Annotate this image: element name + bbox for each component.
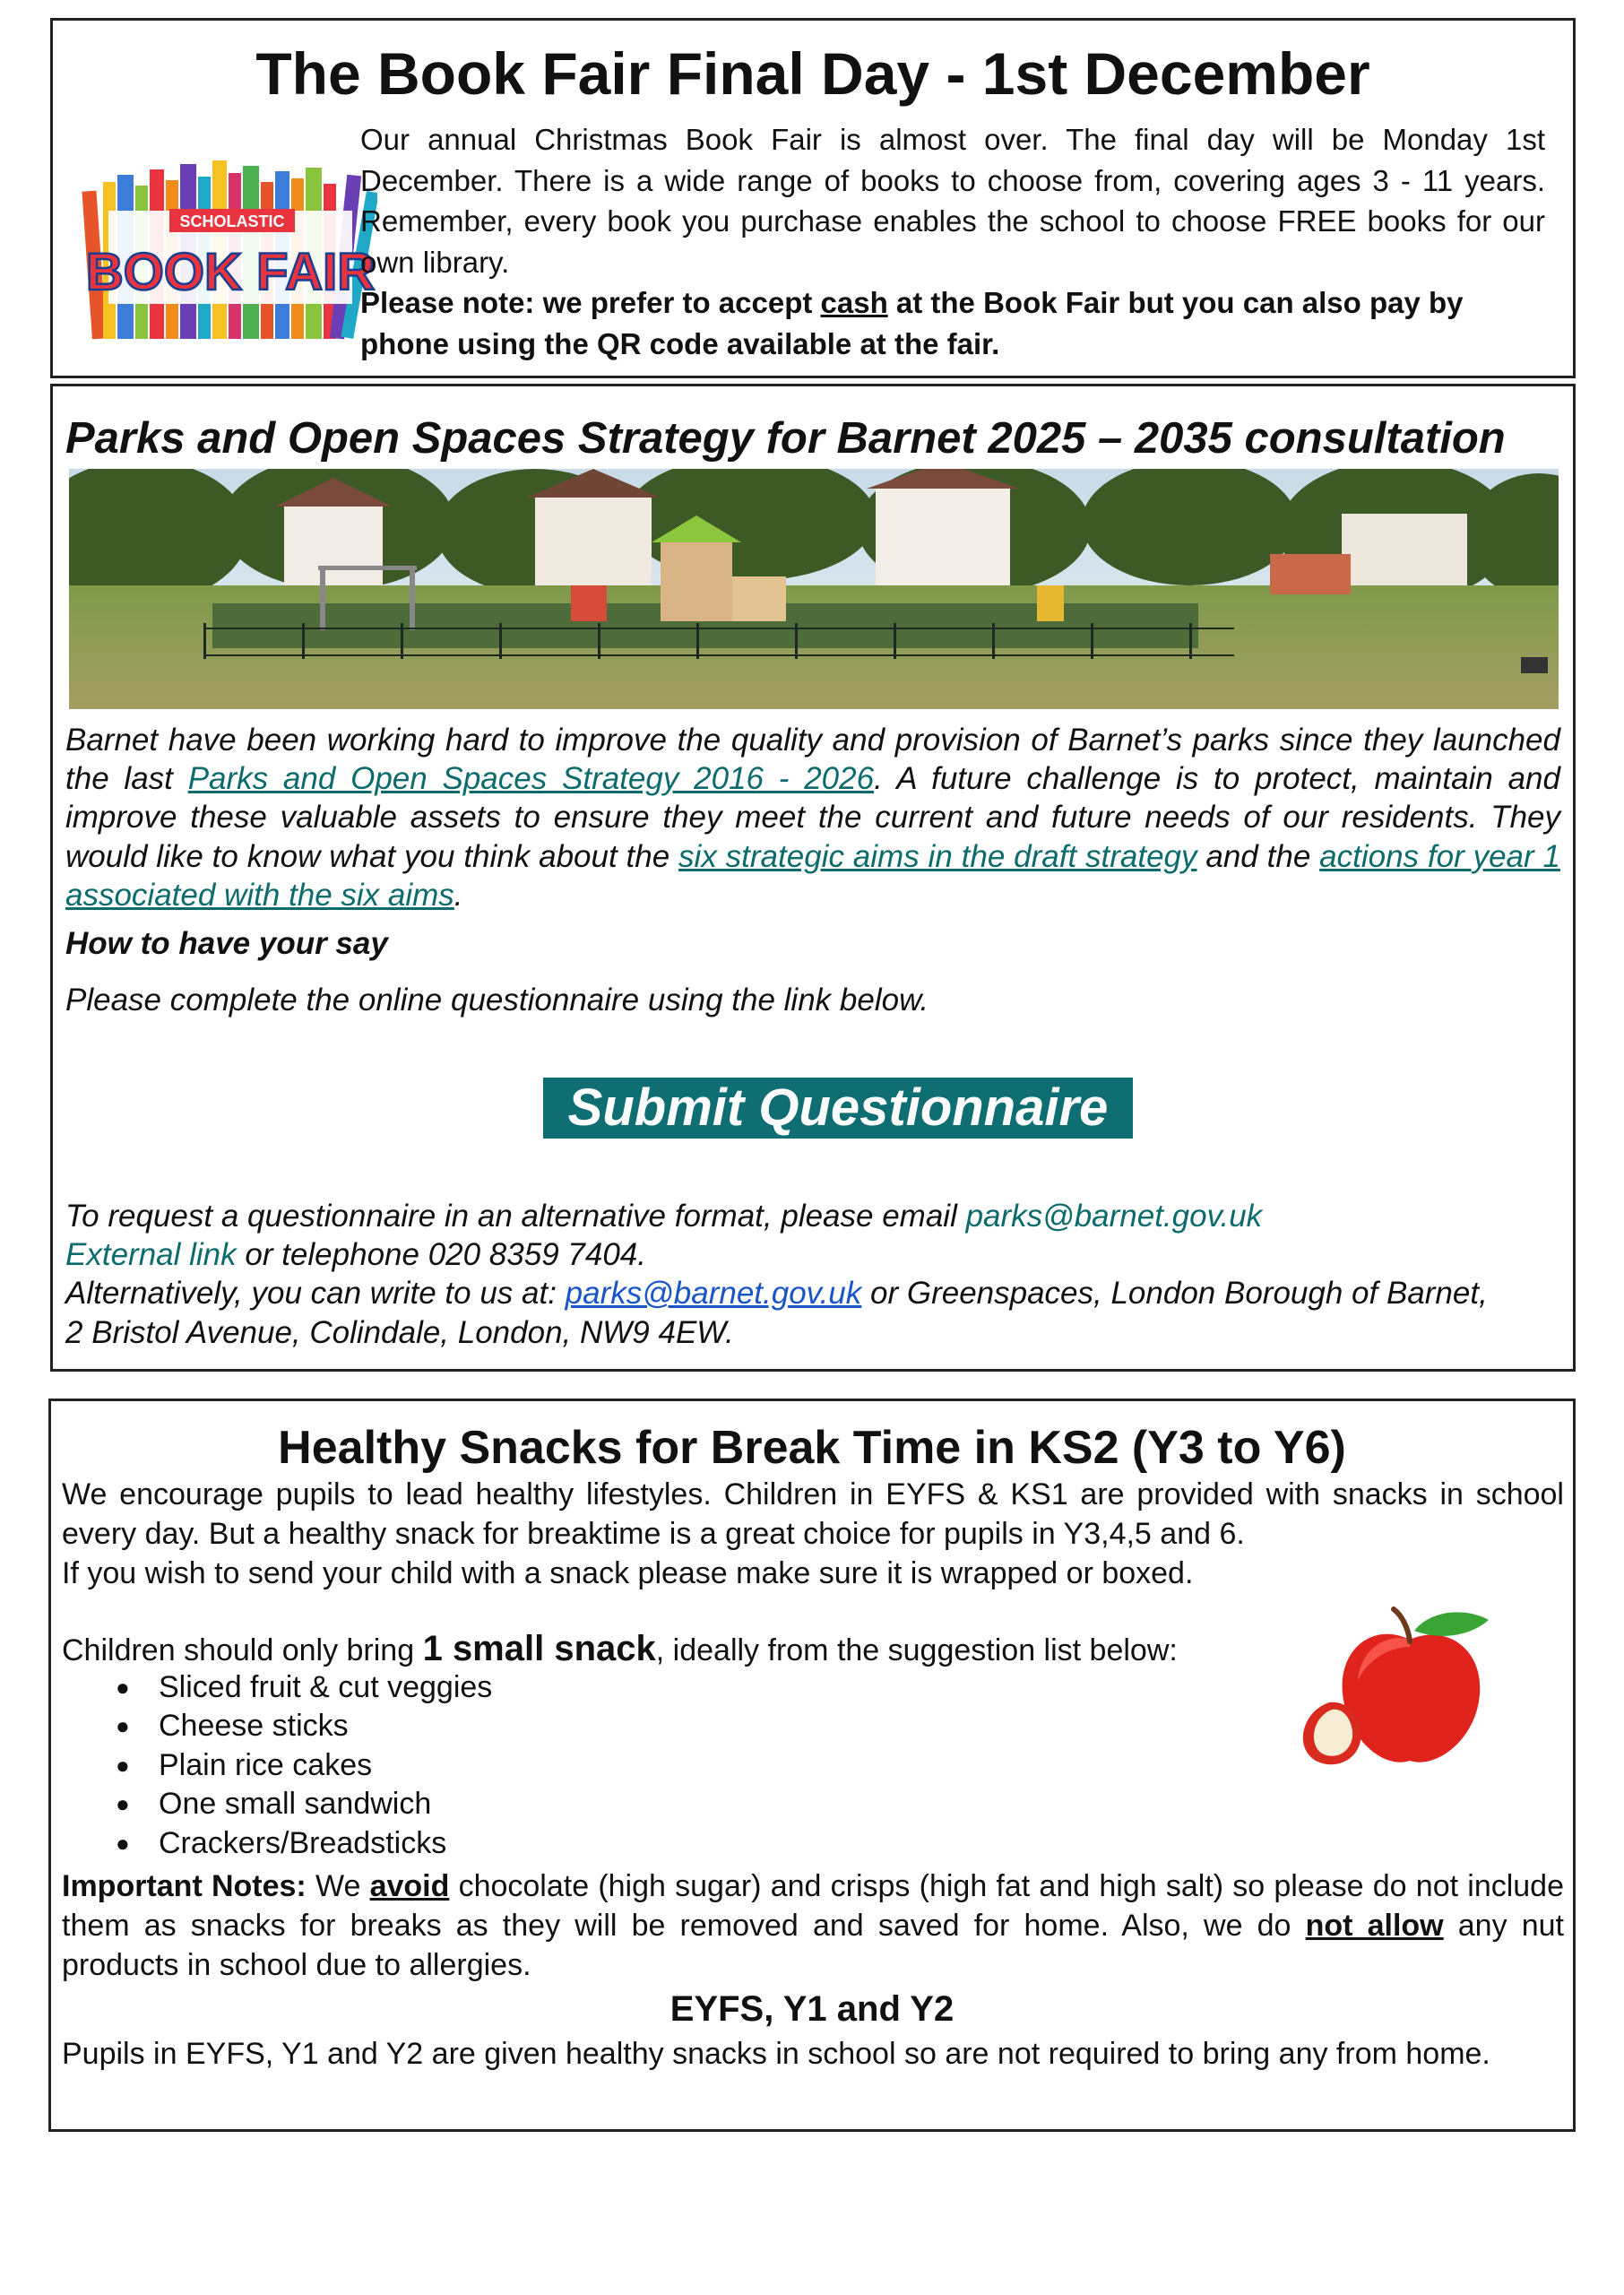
healthy-snacks-title: Healthy Snacks for Break Time in KS2 (Y3 to Y6) — [278, 1422, 1346, 1474]
list-item: ● Crackers/Breadsticks — [62, 1824, 492, 1863]
external-link[interactable]: External link — [65, 1237, 237, 1273]
book-fair-logo — [82, 155, 377, 343]
link-year-1-actions[interactable]: actions for year 1 associated with the six aims — [65, 838, 1560, 913]
list-item: ● Cheese sticks — [62, 1707, 492, 1745]
book-fair-section — [50, 18, 1576, 378]
list-item: ● Plain rice cakes — [62, 1746, 492, 1785]
park-playground-photo — [69, 469, 1559, 709]
svg-text:SCHOLASTIC: SCHOLASTIC — [179, 212, 285, 230]
link-strategy-2016-2026[interactable]: Parks and Open Spaces Strategy 2016 - 2026 — [187, 761, 875, 797]
parks-section — [50, 384, 1576, 1372]
snack-suggestion-list — [62, 1668, 492, 1863]
svg-text:BOOK FAIR: BOOK FAIR — [85, 243, 376, 301]
important-notes: Important Notes: We avoid chocolate (high sugar) and crisps (high fat and high salt) so please do not include them as snacks for breaks as they will be removed and saved for home. Also, we do not allow any nut products in school due to allergies. — [62, 1869, 1565, 1982]
book-fair-title: The Book Fair Final Day - 1st December — [255, 40, 1370, 107]
parks-email[interactable]: parks@barnet.gov.uk — [965, 1199, 1263, 1234]
eyfs-text: Pupils in EYFS, Y1 and Y2 are given healthy snacks in school so are not required to bring any from home. — [62, 2037, 1490, 2071]
healthy-snacks-intro: We encourage pupils to lead healthy lifestyles. Children in EYFS & KS1 are provided with snacks in school every day. But a healthy snack for breaktime is a great choice for pupils in Y3,4,5 and 6. If you wish to send your child with a snack please make sure it is wrapped or boxed. — [62, 1477, 1564, 1590]
book-fair-note: Please note: we prefer to accept cash at the Book Fair but you can also pay by phone using the QR code available at the fair. — [360, 286, 1464, 360]
questionnaire-instructions: Please complete the online questionnaire using the link below. — [65, 983, 929, 1018]
book-fair-paragraph: Our annual Christmas Book Fair is almost over. The final day will be Monday 1st December. There is a wide range of books to choose from, covering ages 3 - 11 years. Remember, every book you purchase enables the school to choose FREE books for our own library. — [360, 123, 1545, 279]
eyfs-heading: EYFS, Y1 and Y2 — [669, 1989, 955, 2029]
parks-title: Parks and Open Spaces Strategy for Barnet 2025 – 2035 consultation — [65, 414, 1506, 463]
parks-contact-info: To request a questionnaire in an alternative format, please email parks@barnet.gov.uk External link or telephone 020 8359 7404. Alternatively, you can write to us at: parks@barnet.gov.uk or Greenspaces, London Borough of Barnet, 2 Bristol Avenue, Colindale, London, NW9 4EW. — [65, 1199, 1488, 1350]
book-fair-text — [360, 119, 1545, 364]
how-to-have-your-say-heading: How to have your say — [65, 926, 388, 961]
list-item: ● One small sandwich — [62, 1785, 492, 1823]
snack-rule: Children should only bring 1 small snack, ideally from the suggestion list below: — [62, 1629, 1178, 1668]
submit-questionnaire-button[interactable]: Submit Questionnaire — [543, 1078, 1133, 1139]
parks-email-link[interactable]: parks@barnet.gov.uk — [565, 1276, 862, 1312]
parks-description: Barnet have been working hard to improve the quality and provision of Barnet’s parks since they launched the last Parks and Open Spaces Strategy 2016 - 2026. A future challenge is to protect, maintain and improve these valuable assets to ensure they meet the current and future needs of our residents. They would like to know what you think about the six strategic aims in the draft strategy and the actions for year 1 associated with the six aims. — [65, 723, 1560, 913]
apple-icon — [1275, 1604, 1499, 1774]
link-six-strategic-aims[interactable]: six strategic aims in the draft strategy — [678, 838, 1197, 874]
list-item: ● Sliced fruit & cut veggies — [62, 1668, 492, 1707]
healthy-snacks-section — [48, 1399, 1576, 2132]
